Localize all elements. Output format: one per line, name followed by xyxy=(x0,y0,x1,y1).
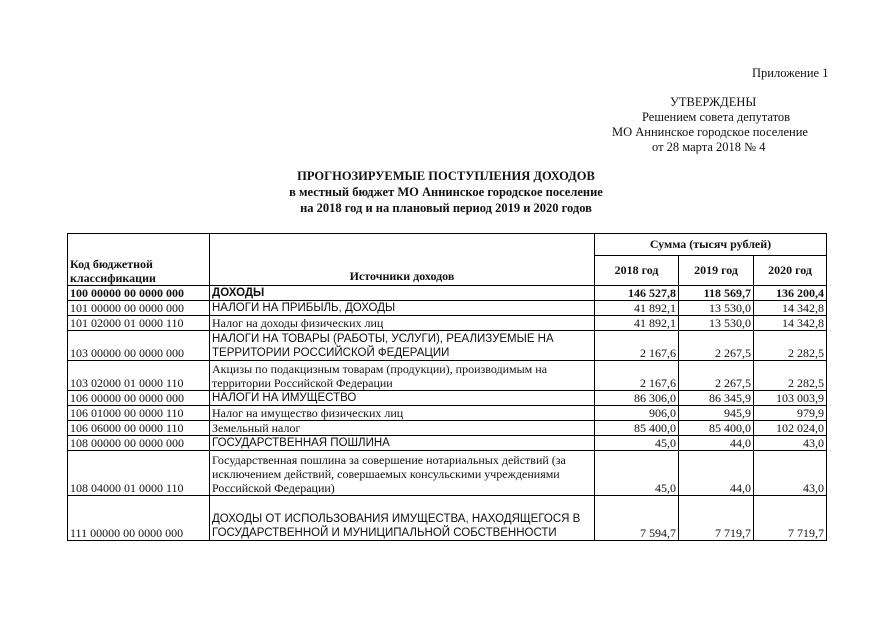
row-source: ДОХОДЫ ОТ ИСПОЛЬЗОВАНИЯ ИМУЩЕСТВА, НАХОДЯЩЕГОСЯ В ГОСУДАРСТВЕННОЙ И МУНИЦИПАЛЬНОЙ СОБСТВЕННОСТИ xyxy=(210,496,595,541)
row-value-2020: 136 200,4 xyxy=(754,286,827,301)
row-value-2018: 906,0 xyxy=(595,406,679,421)
table-row xyxy=(68,406,827,421)
row-code: 106 06000 00 0000 110 xyxy=(68,421,210,436)
row-value-2019: 85 400,0 xyxy=(679,421,754,436)
table-row xyxy=(68,316,827,331)
row-value-2020: 102 024,0 xyxy=(754,421,827,436)
row-code: 103 02000 01 0000 110 xyxy=(68,361,210,391)
row-source: Акцизы по подакцизным товарам (продукции), производимым на территории Российской Федерации xyxy=(210,361,595,391)
col-header-source: Источники доходов xyxy=(210,234,595,286)
row-value-2020: 14 342,8 xyxy=(754,316,827,331)
row-value-2018: 45,0 xyxy=(595,451,679,496)
table-row xyxy=(68,286,827,301)
row-source: Земельный налог xyxy=(210,421,595,436)
document-title: ПРОГНОЗИРУЕМЫЕ ПОСТУПЛЕНИЯ ДОХОДОВ xyxy=(297,169,595,183)
row-value-2018: 2 167,6 xyxy=(595,331,679,361)
row-code: 111 00000 00 0000 000 xyxy=(68,496,210,541)
table-row xyxy=(68,421,827,436)
document-period: на 2018 год и на плановый период 2019 и 2020 годов xyxy=(300,201,592,215)
row-value-2019: 2 267,5 xyxy=(679,361,754,391)
row-code: 106 01000 00 0000 110 xyxy=(68,406,210,421)
row-value-2020: 43,0 xyxy=(754,451,827,496)
row-code: 103 00000 00 0000 000 xyxy=(68,331,210,361)
row-value-2020: 2 282,5 xyxy=(754,361,827,391)
table-row xyxy=(68,331,827,361)
row-value-2018: 7 594,7 xyxy=(595,496,679,541)
row-value-2019: 2 267,5 xyxy=(679,331,754,361)
row-value-2020: 7 719,7 xyxy=(754,496,827,541)
row-value-2020: 43,0 xyxy=(754,436,827,451)
row-value-2020: 979,9 xyxy=(754,406,827,421)
col-header-year-2020: 2020 год xyxy=(754,256,827,286)
row-value-2018: 146 527,8 xyxy=(595,286,679,301)
table-row xyxy=(68,496,827,541)
table-row xyxy=(68,361,827,391)
row-value-2020: 14 342,8 xyxy=(754,301,827,316)
row-source: Налог на имущество физических лиц xyxy=(210,406,595,421)
municipality-label: МО Аннинское городское поселение xyxy=(612,125,808,139)
row-value-2019: 44,0 xyxy=(679,451,754,496)
row-code: 108 00000 00 0000 000 xyxy=(68,436,210,451)
col-header-code: Код бюджетной классификации xyxy=(68,234,210,286)
row-value-2020: 103 003,9 xyxy=(754,391,827,406)
row-code: 108 04000 01 0000 110 xyxy=(68,451,210,496)
row-value-2019: 13 530,0 xyxy=(679,316,754,331)
row-value-2019: 86 345,9 xyxy=(679,391,754,406)
row-value-2019: 118 569,7 xyxy=(679,286,754,301)
row-source: НАЛОГИ НА ИМУЩЕСТВО xyxy=(210,391,595,406)
approved-label: УТВЕРЖДЕНЫ xyxy=(670,95,757,109)
row-value-2019: 44,0 xyxy=(679,436,754,451)
row-value-2018: 41 892,1 xyxy=(595,301,679,316)
row-code: 101 00000 00 0000 000 xyxy=(68,301,210,316)
decision-label: Решением совета депутатов xyxy=(642,110,791,124)
row-source: Государственная пошлина за совершение нотариальных действий (за исключением действий, совершаемых консульскими учреждениями Российской Федерации) xyxy=(210,451,595,496)
revenue-table xyxy=(67,233,827,541)
row-code: 101 02000 01 0000 110 xyxy=(68,316,210,331)
row-value-2018: 85 400,0 xyxy=(595,421,679,436)
row-value-2018: 86 306,0 xyxy=(595,391,679,406)
row-source: ГОСУДАРСТВЕННАЯ ПОШЛИНА xyxy=(210,436,595,451)
row-value-2019: 13 530,0 xyxy=(679,301,754,316)
row-source: НАЛОГИ НА ТОВАРЫ (РАБОТЫ, УСЛУГИ), РЕАЛИЗУЕМЫЕ НА ТЕРРИТОРИИ РОССИЙСКОЙ ФЕДЕРАЦИИ xyxy=(210,331,595,361)
table-row xyxy=(68,436,827,451)
table-row xyxy=(68,301,827,316)
row-source: НАЛОГИ НА ПРИБЫЛЬ, ДОХОДЫ xyxy=(210,301,595,316)
appendix-label: Приложение 1 xyxy=(752,66,829,80)
row-source: Налог на доходы физических лиц xyxy=(210,316,595,331)
table-row xyxy=(68,451,827,496)
document-subtitle: в местный бюджет МО Аннинское городское поселение xyxy=(289,185,603,199)
col-header-year-2018: 2018 год xyxy=(595,256,679,286)
row-code: 106 00000 00 0000 000 xyxy=(68,391,210,406)
col-header-year-2019: 2019 год xyxy=(679,256,754,286)
row-value-2018: 41 892,1 xyxy=(595,316,679,331)
row-value-2019: 945,9 xyxy=(679,406,754,421)
row-value-2018: 45,0 xyxy=(595,436,679,451)
row-code: 100 00000 00 0000 000 xyxy=(68,286,210,301)
col-header-sum: Сумма (тысяч рублей) xyxy=(595,234,827,256)
row-value-2019: 7 719,7 xyxy=(679,496,754,541)
date-label: от 28 марта 2018 № 4 xyxy=(652,140,766,154)
row-source: ДОХОДЫ xyxy=(210,286,595,301)
row-value-2018: 2 167,6 xyxy=(595,361,679,391)
row-value-2020: 2 282,5 xyxy=(754,331,827,361)
table-row xyxy=(68,391,827,406)
